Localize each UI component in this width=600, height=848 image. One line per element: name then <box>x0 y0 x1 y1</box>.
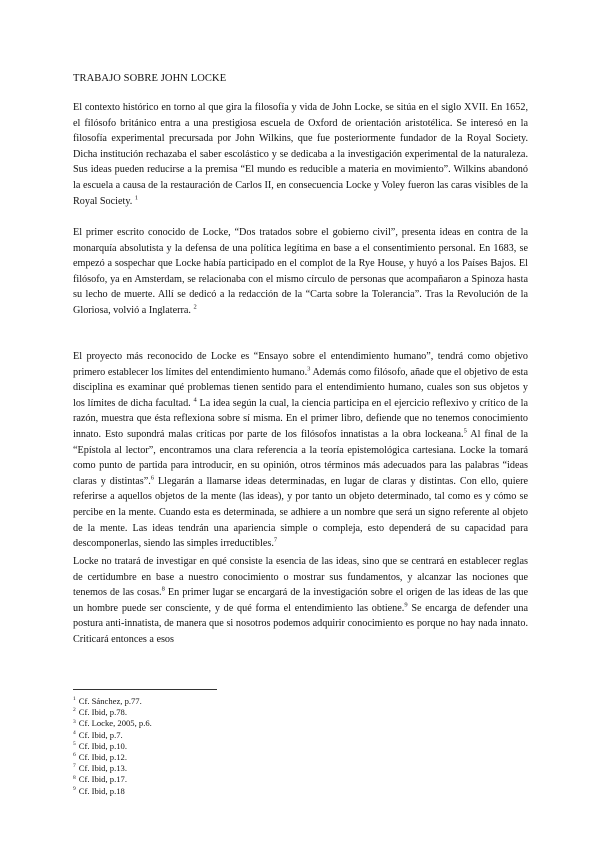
footnote-number: 1 <box>73 696 76 703</box>
paragraph-essay <box>73 349 528 552</box>
footnote-ref: 9 <box>404 601 408 609</box>
footnote-ref: 3 <box>307 365 311 373</box>
footnotes <box>73 696 152 797</box>
footnote-number: 9 <box>73 785 76 792</box>
paragraph-text: La idea según la cual, la ciencia participa en el ejercicio reflexivo y crítico de la razón, muestra que ésta reflexiona sobre sí misma. En el primer libro, defiende que no tenemos conocimiento innato. Esto supondrá malas críticas por parte de los filósofos innatistas a la obra lockeana. <box>73 397 529 440</box>
paragraph-text: Al final de la “Epístola al lector”, encontramos una clara referencia a la teoría epistemológica cartesiana. Locke la tomará como punto de partida para introducir, en su opinión, otros términos más adecuados para las palabras “ideas claras y distintas”. <box>73 428 529 487</box>
footnote-text: Cf. Ibid, p.78. <box>78 707 127 718</box>
paragraph-text: Además como filósofo, añade que el objetivo de esta disciplina es examinar qué problemas tienen sentido para el entendimiento humano, cuales son sus objetos y los límites de dicha facultad. <box>73 366 528 409</box>
footnote-divider <box>73 689 217 690</box>
footnote-ref: 6 <box>150 474 155 482</box>
paragraph-text: Llegarán a llamarse ideas determinadas, en lugar de claras y distintas. Con ello, quiere referirse a aquellos objetos de la mente (las ideas), y por tanto un objeto determinado, tal como es y cómo se percibe en la mente. Cuando esta es determinada, se adhiere a un nombre que será un signo referente al objeto de la mente. Las ideas tendrán una apariencia simple o compleja, esto dependerá de su capacidad para descomponerlas, siendo las simples irreductibles. <box>73 475 529 550</box>
footnote-number: 4 <box>73 729 76 736</box>
footnote-ref: 1 <box>134 194 139 202</box>
document-title: TRABAJO SOBRE JOHN LOCKE <box>73 73 227 84</box>
footnote-text: Cf. Ibid, p.13. <box>78 763 127 774</box>
footnote-number: 6 <box>73 752 76 759</box>
footnote-number: 7 <box>73 763 76 770</box>
footnote <box>73 752 152 763</box>
footnote-ref: 8 <box>161 585 165 593</box>
footnote <box>73 774 152 785</box>
footnote <box>73 718 152 729</box>
footnote-ref: 7 <box>273 536 278 544</box>
footnote-ref: 5 <box>463 427 467 435</box>
paragraph-text: Locke no tratará de investigar en qué consiste la esencia de las ideas, sino que se centrará en establecer reglas de certidumbre en base a nuestro conocimiento o mostrar sus fundamentos, y alcanzar las nociones que tenemos de las cosas. <box>73 556 528 599</box>
footnote-text: Cf. Ibid, p.18 <box>78 785 125 796</box>
footnote-number: 5 <box>73 740 76 747</box>
footnote-text: Cf. Ibid, p.12. <box>78 752 127 763</box>
paragraph-text: El proyecto más reconocido de Locke es “Ensayo sobre el entendimiento humano”, tendrá como objetivo primero establecer los límites del entendimiento humano. <box>73 351 528 378</box>
paragraph-text: El primer escrito conocido de Locke, “Dos tratados sobre el gobierno civil”, presenta ideas en contra de la monarquía absolutista y la defensa de una política legítima en base a el consentimiento personal. En 1683, se empezó a sospechar que Locke había participado en el complot de la Rye House, y huyó a los Países Bajos. El filósofo, ya en Amsterdam, se relacionaba con el mismo círculo de personas que acompañaron a Spinoza hasta su lecho de muerte. Allí se dedicó a la redacción de la “Carta sobre la Tolerancia”. Tras la Revolución de la Gloriosa, volvió a Inglaterra. <box>73 227 528 316</box>
footnote-text: Cf. Ibid, p.17. <box>78 774 127 785</box>
paragraph-early-writings <box>73 225 528 319</box>
footnote-number: 2 <box>73 707 76 714</box>
footnote <box>73 707 152 718</box>
paragraph-text: El contexto histórico en torno al que gira la filosofía y vida de John Locke, se sitúa en el siglo XVII. En 1652, el filósofo británico entra a una prestigiosa escuela de Oxford de orientación aristotélica. Se interesó en la filosofía experimental precursada por John Wilkins, que fue posteriormente fundador de la Royal Society. Dicha institución rechazaba el saber escolástico y se dedicaba a la investigación experimental de la naturaleza. Sus ideas pueden reducirse a la premisa “El mundo es reducible a materia en movimiento”. Wilkins abandonó la escuela a causa de la restauración de Carlos II, en consecuencia Locke y Voley fueron las caras visibles de la Royal Society. <box>73 102 528 207</box>
footnote <box>73 763 152 774</box>
paragraph-text: Se encarga de defender una postura anti-innatista, de manera que si nosotros podemos adquirir conocimiento es porque no hay nada innato. Criticará entonces a esos <box>73 602 528 645</box>
footnote-number: 8 <box>73 774 76 781</box>
footnote-ref: 4 <box>193 396 197 404</box>
footnote-text: Cf. Sánchez, p.77. <box>78 696 142 706</box>
footnote <box>73 730 152 741</box>
footnote-text: Cf. Locke, 2005, p.6. <box>78 718 152 729</box>
paragraph-context <box>73 100 528 209</box>
footnote <box>73 741 152 752</box>
footnote <box>73 786 152 797</box>
footnote-ref: 2 <box>193 303 197 311</box>
footnote <box>73 696 152 707</box>
paragraph-text: En primer lugar se encargará de la investigación sobre el origen de las ideas de las que un hombre puede ser consciente, y de qué forma el entendimiento las obtiene. <box>73 587 528 614</box>
footnote-number: 3 <box>73 718 76 725</box>
footnote-text: Cf. Ibid, p.10. <box>78 740 127 751</box>
footnote-text: Cf. Ibid, p.7. <box>78 729 123 740</box>
paragraph-ideas <box>73 554 528 648</box>
